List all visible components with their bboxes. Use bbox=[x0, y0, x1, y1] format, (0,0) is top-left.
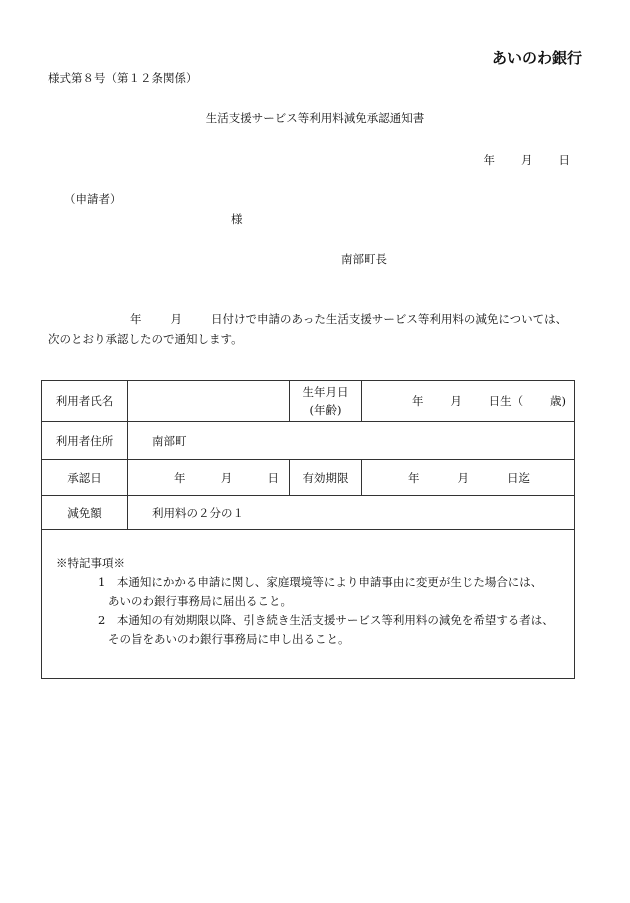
dob-label-1: 生年月日 bbox=[302, 385, 349, 399]
address-field[interactable]: 南部町 bbox=[128, 422, 575, 460]
table-row bbox=[42, 530, 575, 679]
form-table bbox=[41, 380, 575, 679]
dob-day: 日生（ bbox=[488, 394, 524, 408]
table-row bbox=[42, 381, 575, 422]
dob-age: 歳) bbox=[549, 394, 566, 408]
approval-date-field[interactable] bbox=[128, 460, 290, 496]
valid-year: 年 bbox=[408, 470, 420, 485]
user-name-field[interactable] bbox=[128, 381, 290, 422]
dob-month: 月 bbox=[450, 394, 462, 408]
note-2-line-1: 2 本通知の有効期限以降、引き続き生活支援サービス等利用料の減免を希望する者は、 bbox=[98, 613, 554, 627]
form-number: 様式第８号（第１２条関係） bbox=[48, 71, 198, 85]
body-line-2: 次のとおり承認したので通知します。 bbox=[48, 332, 243, 346]
issue-date bbox=[484, 152, 571, 168]
approval-year: 年 bbox=[174, 470, 186, 485]
dob-year: 年 bbox=[412, 394, 424, 408]
note-item bbox=[56, 573, 574, 611]
issue-date-year: 年 bbox=[483, 153, 495, 167]
notes-heading: ※特記事項※ bbox=[56, 556, 125, 570]
valid-day: 日迄 bbox=[507, 470, 530, 485]
table-row bbox=[42, 422, 575, 460]
honorific: 様 bbox=[231, 212, 243, 226]
note-1-line-2: あいのわ銀行事務局に届出ること。 bbox=[108, 594, 292, 608]
approval-month: 月 bbox=[220, 470, 233, 485]
address-label: 利用者住所 bbox=[42, 422, 128, 460]
table-row bbox=[42, 496, 575, 530]
dob-label-2: (年齢) bbox=[309, 403, 342, 417]
bank-name: あいのわ銀行 bbox=[491, 49, 582, 67]
document-title: 生活支援サービス等利用料減免承認通知書 bbox=[205, 111, 425, 125]
note-1-line-1: 1 本通知にかかる申請に関し、家庭環境等により申請事由に変更が生じた場合には、 bbox=[98, 575, 543, 589]
body-text: 日付けで申請のあった生活支援サービス等利用料の減免については、 bbox=[211, 312, 568, 326]
body-line-1 bbox=[48, 311, 567, 327]
issuer: 南部町長 bbox=[341, 252, 387, 266]
body-month: 月 bbox=[170, 312, 182, 326]
table-row bbox=[42, 460, 575, 496]
dob-label bbox=[290, 381, 362, 422]
approval-day: 日 bbox=[267, 470, 279, 485]
body-year: 年 bbox=[130, 312, 142, 326]
applicant-label: （申請者） bbox=[64, 192, 122, 206]
valid-until-label: 有効期限 bbox=[290, 460, 362, 496]
user-name-label: 利用者氏名 bbox=[42, 381, 128, 422]
reduction-label: 減免額 bbox=[42, 496, 128, 530]
notes-section bbox=[42, 530, 575, 679]
approval-date-label: 承認日 bbox=[42, 460, 128, 496]
reduction-value: 利用料の２分の１ bbox=[128, 496, 575, 530]
note-item bbox=[56, 611, 574, 649]
valid-until-field[interactable] bbox=[362, 460, 575, 496]
issue-date-day: 日 bbox=[558, 153, 570, 167]
note-2-line-2: その旨をあいのわ銀行事務局に申し出ること。 bbox=[108, 632, 350, 646]
dob-field[interactable] bbox=[362, 381, 575, 422]
valid-month: 月 bbox=[457, 470, 469, 485]
issue-date-month: 月 bbox=[521, 153, 533, 167]
